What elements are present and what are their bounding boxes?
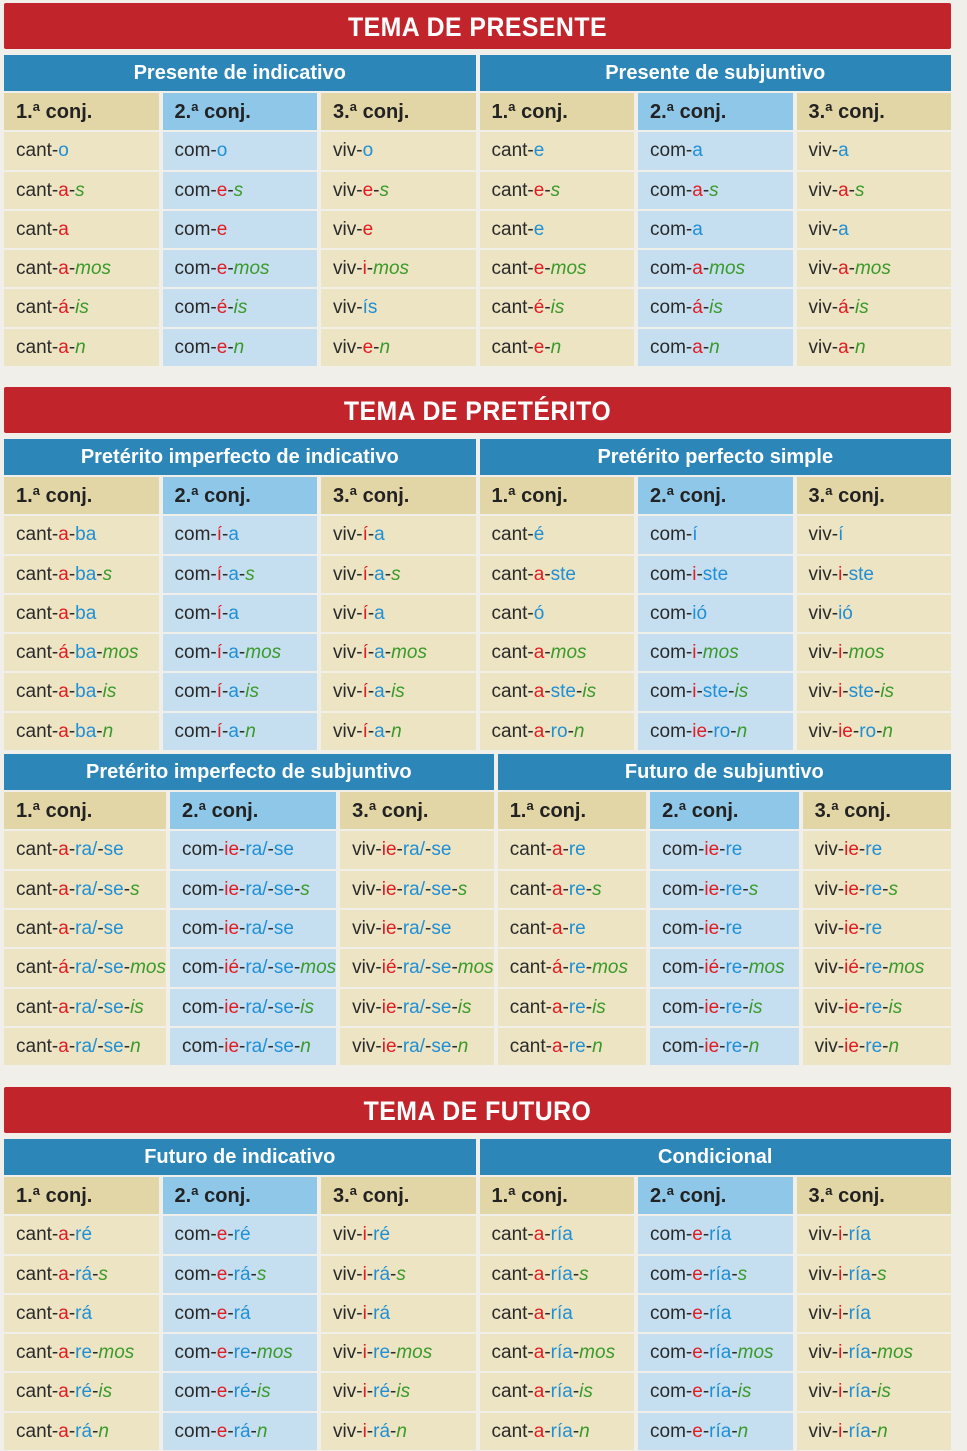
verb-form-cell: cant-a-ría (480, 1295, 635, 1332)
verb-form-cell: com-e-s (163, 172, 318, 209)
verb-form-cell: cant-a-ría-s (480, 1256, 635, 1293)
verb-form-cell: com-ie-ra/-se-is (170, 989, 336, 1026)
verb-form-cell: com-e-ré-is (163, 1373, 318, 1410)
verb-form-cell: viv-ié-re-mos (803, 949, 951, 986)
verb-form-cell: com-e-n (163, 329, 318, 366)
verb-form-cell: viv-i-ste (797, 556, 952, 593)
column-header: 3.ª conj. (797, 93, 952, 130)
verb-form-cell: viv-ie-ro-n (797, 713, 952, 750)
verb-form-cell: viv-i-re-mos (321, 1334, 476, 1371)
tense-title: Pretérito imperfecto de subjuntivo (4, 754, 494, 790)
column-header: 1.ª conj. (4, 477, 159, 514)
verb-form-cell: com-e-ré (163, 1216, 318, 1253)
verb-form-cell: cant-e-mos (480, 250, 635, 287)
verb-form-cell: viv-a (797, 211, 952, 248)
verb-form-cell: viv-ie-ra/-se-is (340, 989, 494, 1026)
verb-form-cell: com-o (163, 132, 318, 169)
column-header: 1.ª conj. (4, 93, 159, 130)
verb-form-cell: viv-o (321, 132, 476, 169)
tense-block (4, 1139, 476, 1450)
verb-form-cell: com-ié-ra/-se-mos (170, 949, 336, 986)
tense-title: Futuro de indicativo (4, 1139, 476, 1175)
verb-form-cell: cant-a-n (4, 329, 159, 366)
verb-form-cell: com-ie-ro-n (638, 713, 793, 750)
verb-form-cell: com-ie-re-s (650, 871, 798, 908)
verb-form-cell: cant-a-ba (4, 516, 159, 553)
verb-form-cell: com-e-ría-mos (638, 1334, 793, 1371)
verb-form-cell: com-ió (638, 595, 793, 632)
verb-form-cell: com-í-a (163, 516, 318, 553)
column-header: 2.ª conj. (163, 1177, 318, 1214)
section-title: TEMA DE PRETÉRITO (42, 387, 913, 433)
verb-form-cell: viv-i-ría (797, 1295, 952, 1332)
verb-form-cell: com-a (638, 211, 793, 248)
verb-form-cell: com-í-a-mos (163, 634, 318, 671)
column-header: 2.ª conj. (163, 93, 318, 130)
verb-form-cell: viv-i-ste-is (797, 673, 952, 710)
verb-form-cell: cant-a-re-is (498, 989, 646, 1026)
conjugation-table (4, 792, 494, 1065)
conjugation-table (4, 477, 476, 750)
verb-form-cell: com-ie-re-is (650, 989, 798, 1026)
column-header: 1.ª conj. (498, 792, 646, 829)
verb-form-cell: viv-i-ré (321, 1216, 476, 1253)
verb-form-cell: cant-a-ría-n (480, 1413, 635, 1450)
verb-form-cell: viv-ié-ra/-se-mos (340, 949, 494, 986)
verb-form-cell: com-a-mos (638, 250, 793, 287)
column-header: 1.ª conj. (480, 477, 635, 514)
verb-form-cell: cant-é (480, 516, 635, 553)
verb-form-cell: cant-a-re-n (498, 1028, 646, 1065)
section-presente (4, 3, 951, 366)
verb-form-cell: viv-ió (797, 595, 952, 632)
verb-form-cell: viv-e-s (321, 172, 476, 209)
verb-form-cell: com-í (638, 516, 793, 553)
verb-form-cell: com-a (638, 132, 793, 169)
verb-form-cell: viv-í-a-is (321, 673, 476, 710)
conjugation-table (480, 477, 952, 750)
verb-form-cell: cant-o (4, 132, 159, 169)
verb-form-cell: viv-e (321, 211, 476, 248)
verb-form-cell: com-e-re-mos (163, 1334, 318, 1371)
verb-form-cell: cant-a-s (4, 172, 159, 209)
verb-form-cell: viv-i-mos (797, 634, 952, 671)
tense-title: Pretérito imperfecto de indicativo (4, 439, 476, 475)
verb-form-cell: cant-a-ra/-se (4, 831, 166, 868)
verb-form-cell: cant-a-rá-n (4, 1413, 159, 1450)
verb-form-cell: com-ié-re-mos (650, 949, 798, 986)
verb-form-cell: cant-a-re-s (498, 871, 646, 908)
verb-form-cell: com-e-ría (638, 1216, 793, 1253)
verb-form-cell: com-ie-re (650, 910, 798, 947)
section-title: TEMA DE FUTURO (42, 1087, 913, 1133)
verb-form-cell: cant-ó (480, 595, 635, 632)
verb-form-cell: com-í-a-s (163, 556, 318, 593)
column-header: 1.ª conj. (4, 1177, 159, 1214)
column-header: 3.ª conj. (321, 93, 476, 130)
verb-form-cell: viv-i-rá-n (321, 1413, 476, 1450)
verb-form-cell: com-e-ría (638, 1295, 793, 1332)
verb-form-cell: viv-a-mos (797, 250, 952, 287)
column-header: 1.ª conj. (480, 93, 635, 130)
verb-form-cell: viv-ie-re (803, 910, 951, 947)
verb-form-cell: viv-i-ría-mos (797, 1334, 952, 1371)
verb-form-cell: viv-a (797, 132, 952, 169)
verb-form-cell: cant-a-ba-s (4, 556, 159, 593)
column-header: 2.ª conj. (638, 1177, 793, 1214)
tense-block (480, 55, 952, 366)
verb-form-cell: cant-á-re-mos (498, 949, 646, 986)
verb-form-cell: viv-a-n (797, 329, 952, 366)
section-futuro (4, 1087, 951, 1450)
verb-form-cell: com-í-a (163, 595, 318, 632)
verb-form-cell: com-ie-ra/-se (170, 910, 336, 947)
column-header: 3.ª conj. (340, 792, 494, 829)
column-header: 3.ª conj. (797, 477, 952, 514)
column-header: 3.ª conj. (321, 1177, 476, 1214)
verb-form-cell: cant-a-mos (480, 634, 635, 671)
column-header: 1.ª conj. (480, 1177, 635, 1214)
tense-title: Pretérito perfecto simple (480, 439, 952, 475)
column-header: 3.ª conj. (803, 792, 951, 829)
verb-form-cell: viv-í-a-s (321, 556, 476, 593)
conjugation-table (480, 93, 952, 366)
verb-form-cell: cant-e-n (480, 329, 635, 366)
column-header: 1.ª conj. (4, 792, 166, 829)
tense-title: Futuro de subjuntivo (498, 754, 951, 790)
verb-form-cell: cant-á-ra/-se-mos (4, 949, 166, 986)
tense-title: Presente de indicativo (4, 55, 476, 91)
verb-form-cell: viv-í-a (321, 595, 476, 632)
verb-form-cell: cant-a-re (498, 831, 646, 868)
verb-form-cell: com-ie-ra/-se-n (170, 1028, 336, 1065)
verb-form-cell: viv-i-ría-s (797, 1256, 952, 1293)
verb-form-cell: viv-á-is (797, 289, 952, 326)
verb-form-cell: cant-a-re (498, 910, 646, 947)
verb-form-cell: cant-a-ra/-se-s (4, 871, 166, 908)
verb-form-cell: viv-i-ré-is (321, 1373, 476, 1410)
verb-form-cell: viv-ie-re-s (803, 871, 951, 908)
verb-form-cell: viv-ie-re-is (803, 989, 951, 1026)
verb-form-cell: cant-a (4, 211, 159, 248)
verb-form-cell: viv-i-ría-is (797, 1373, 952, 1410)
verb-form-cell: viv-e-n (321, 329, 476, 366)
verb-form-cell: com-í-a-n (163, 713, 318, 750)
conjugation-table (480, 1177, 952, 1450)
verb-form-cell: com-a-s (638, 172, 793, 209)
verb-form-cell: com-a-n (638, 329, 793, 366)
verb-form-cell: cant-a-ste-is (480, 673, 635, 710)
verb-form-cell: cant-a-rá-s (4, 1256, 159, 1293)
verb-form-cell: com-e-ría-n (638, 1413, 793, 1450)
verb-form-cell: viv-ís (321, 289, 476, 326)
verb-form-cell: cant-e-s (480, 172, 635, 209)
column-header: 3.ª conj. (321, 477, 476, 514)
verb-form-cell: cant-a-ra/-se (4, 910, 166, 947)
tense-block (4, 55, 476, 366)
verb-form-cell: viv-ie-ra/-se-n (340, 1028, 494, 1065)
verb-form-cell: com-ie-re-n (650, 1028, 798, 1065)
verb-form-cell: viv-ie-ra/-se (340, 831, 494, 868)
verb-form-cell: viv-ie-re (803, 831, 951, 868)
verb-form-cell: cant-a-ra/-se-n (4, 1028, 166, 1065)
conjugation-table (4, 1177, 476, 1450)
verb-form-cell: cant-a-ría (480, 1216, 635, 1253)
verb-form-cell: com-i-ste (638, 556, 793, 593)
column-header: 3.ª conj. (797, 1177, 952, 1214)
verb-form-cell: viv-a-s (797, 172, 952, 209)
verb-form-cell: viv-í-a-n (321, 713, 476, 750)
verb-form-cell: cant-a-re-mos (4, 1334, 159, 1371)
verb-form-cell: viv-i-rá-s (321, 1256, 476, 1293)
section-title: TEMA DE PRESENTE (42, 3, 913, 49)
verb-form-cell: viv-í-a (321, 516, 476, 553)
verb-form-cell: cant-á-ba-mos (4, 634, 159, 671)
verb-form-cell: cant-é-is (480, 289, 635, 326)
verb-form-cell: cant-a-rá (4, 1295, 159, 1332)
tense-title: Condicional (480, 1139, 952, 1175)
verb-form-cell: viv-i-ría-n (797, 1413, 952, 1450)
verb-form-cell: com-ie-ra/-se-s (170, 871, 336, 908)
tense-block (480, 439, 952, 750)
section-preterito (4, 387, 951, 1065)
conjugation-table (4, 93, 476, 366)
column-header: 2.ª conj. (638, 93, 793, 130)
verb-form-cell: com-e-rá-s (163, 1256, 318, 1293)
verb-form-cell: cant-a-ba-is (4, 673, 159, 710)
verb-form-cell: com-e-rá-n (163, 1413, 318, 1450)
verb-form-cell: viv-i-rá (321, 1295, 476, 1332)
verb-form-cell: com-á-is (638, 289, 793, 326)
verb-form-cell: viv-ie-re-n (803, 1028, 951, 1065)
verb-form-cell: cant-e (480, 132, 635, 169)
verb-form-cell: viv-i-ría (797, 1216, 952, 1253)
tense-block (480, 1139, 952, 1450)
verb-form-cell: viv-ie-ra/-se (340, 910, 494, 947)
verb-form-cell: com-e-mos (163, 250, 318, 287)
verb-form-cell: viv-ie-ra/-se-s (340, 871, 494, 908)
verb-form-cell: cant-e (480, 211, 635, 248)
conjugation-table (498, 792, 951, 1065)
verb-form-cell: cant-á-is (4, 289, 159, 326)
verb-form-cell: com-é-is (163, 289, 318, 326)
verb-form-cell: com-i-mos (638, 634, 793, 671)
verb-form-cell: cant-a-ra/-se-is (4, 989, 166, 1026)
verb-form-cell: com-ie-re (650, 831, 798, 868)
verb-form-cell: cant-a-ría-mos (480, 1334, 635, 1371)
verb-form-cell: cant-a-mos (4, 250, 159, 287)
column-header: 2.ª conj. (170, 792, 336, 829)
verb-form-cell: viv-í-a-mos (321, 634, 476, 671)
column-header: 2.ª conj. (650, 792, 798, 829)
verb-form-cell: cant-a-ba (4, 595, 159, 632)
verb-form-cell: com-i-ste-is (638, 673, 793, 710)
verb-form-cell: com-e (163, 211, 318, 248)
verb-form-cell: com-ie-ra/-se (170, 831, 336, 868)
tense-title: Presente de subjuntivo (480, 55, 952, 91)
verb-form-cell: com-í-a-is (163, 673, 318, 710)
tense-block (4, 754, 494, 1065)
verb-form-cell: com-e-rá (163, 1295, 318, 1332)
verb-form-cell: cant-a-ste (480, 556, 635, 593)
column-header: 2.ª conj. (638, 477, 793, 514)
tense-block (4, 439, 476, 750)
verb-form-cell: cant-a-ré-is (4, 1373, 159, 1410)
tense-block (498, 754, 951, 1065)
verb-form-cell: com-e-ría-is (638, 1373, 793, 1410)
verb-form-cell: com-e-ría-s (638, 1256, 793, 1293)
verb-form-cell: cant-a-ré (4, 1216, 159, 1253)
verb-form-cell: cant-a-ro-n (480, 713, 635, 750)
verb-form-cell: viv-i-mos (321, 250, 476, 287)
verb-form-cell: cant-a-ba-n (4, 713, 159, 750)
column-header: 2.ª conj. (163, 477, 318, 514)
verb-form-cell: viv-í (797, 516, 952, 553)
verb-form-cell: cant-a-ría-is (480, 1373, 635, 1410)
